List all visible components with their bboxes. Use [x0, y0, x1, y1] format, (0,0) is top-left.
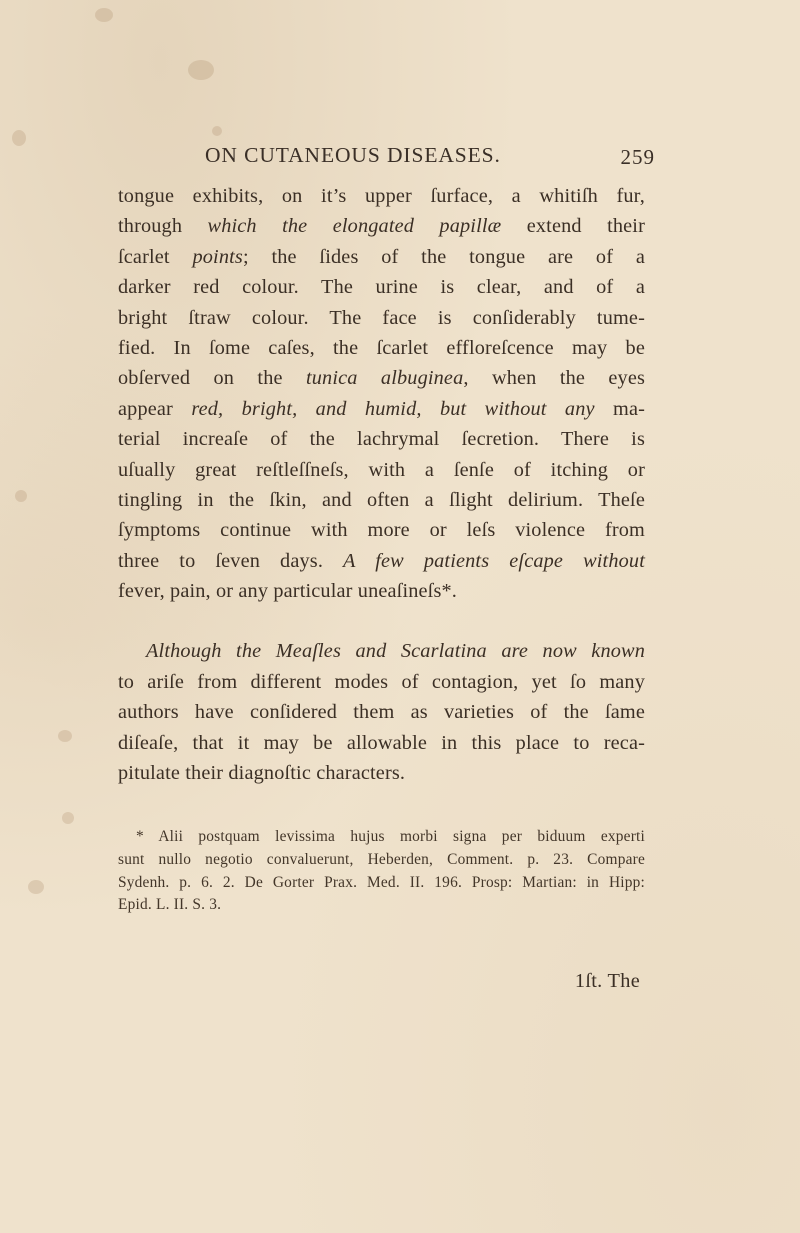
text-line-content: through which the elongated papillæ extend their — [118, 215, 645, 238]
text-line: ſymptoms continue with more or leſs violence from — [118, 519, 645, 542]
running-title: ON CUTANEOUS DISEASES. — [205, 143, 501, 167]
text-line: terial increaſe of the lachrymal ſecretion. There is — [118, 428, 645, 451]
text-line: darker red colour. The urine is clear, and of a — [118, 276, 645, 299]
text-line: to ariſe from different modes of contagion, yet ſo many — [118, 670, 645, 693]
text-line: diſeaſe, that it may be allowable in this place to reca- — [118, 731, 645, 754]
text-line: bright ſtraw colour. The face is conſiderably tume- — [118, 306, 645, 329]
text-line: fever, pain, or any particular uneaſineſs*. — [118, 580, 458, 603]
foxing-spot — [188, 60, 214, 80]
footnote-line: Epid. L. II. S. 3. — [118, 896, 222, 914]
foxing-spot — [62, 812, 74, 824]
text-line: authors have conſidered them as varieties of the ſame — [118, 701, 645, 724]
text-line: obſerved on the tunica albuginea, when the eyes — [118, 367, 646, 390]
foxing-spot — [15, 490, 27, 502]
text-line: three to ſeven days. A few patients eſcape without — [118, 549, 645, 572]
catchword: 1ſt. The — [574, 970, 640, 992]
text-line: pitulate their diagnoſtic characters. — [118, 762, 406, 785]
footnote-line: Sydenh. p. 6. 2. De Gorter Prax. Med. II. 196. Prosp: Martian: in Hipp: — [118, 873, 645, 891]
text-line: tingling in the ſkin, and often a ſlight delirium. Theſe — [118, 488, 645, 511]
foxing-spot — [58, 730, 72, 742]
text-line: tongue exhibits, on it’s upper ſurface, a whitiſh fur, — [118, 185, 645, 207]
text-line: uſually great reſtleſſneſs, with a ſenſe of itching or — [118, 458, 645, 481]
italic-phrase: tunica albuginea — [305, 367, 464, 390]
text-line: Although the Meaſles and Scarlatina are now known — [146, 640, 645, 663]
text-line: fied. In ſome caſes, the ſcarlet effloreſcence may be — [118, 336, 645, 359]
footnote-line: sunt nullo negotio convaluerunt, Heberden, Comment. p. 23. Compare — [118, 850, 645, 868]
italic-phrase: which the elongated papillæ — [207, 215, 502, 238]
italic-phrase: points — [192, 245, 243, 268]
foxing-spot — [12, 130, 26, 146]
text-line: appear red, bright, and humid, but without any ma- — [118, 397, 646, 420]
foxing-spot — [28, 880, 44, 894]
footnote-line: * Alii postquam levissima hujus morbi signa per biduum experti — [136, 828, 645, 845]
footnote — [118, 826, 645, 917]
main-text — [118, 181, 645, 788]
foxing-spot — [212, 126, 222, 136]
paragraph-gap — [118, 606, 645, 636]
text-line — [118, 211, 645, 241]
foxing-spot — [95, 8, 113, 22]
italic-phrase: A few patients eſcape without — [343, 549, 645, 572]
italic-phrase: red, bright, and humid, but without any — [191, 397, 595, 420]
text-line: ſcarlet points; the ſides of the tongue are of a — [118, 245, 645, 268]
page-header — [205, 143, 655, 175]
page-number: 259 — [620, 145, 655, 169]
